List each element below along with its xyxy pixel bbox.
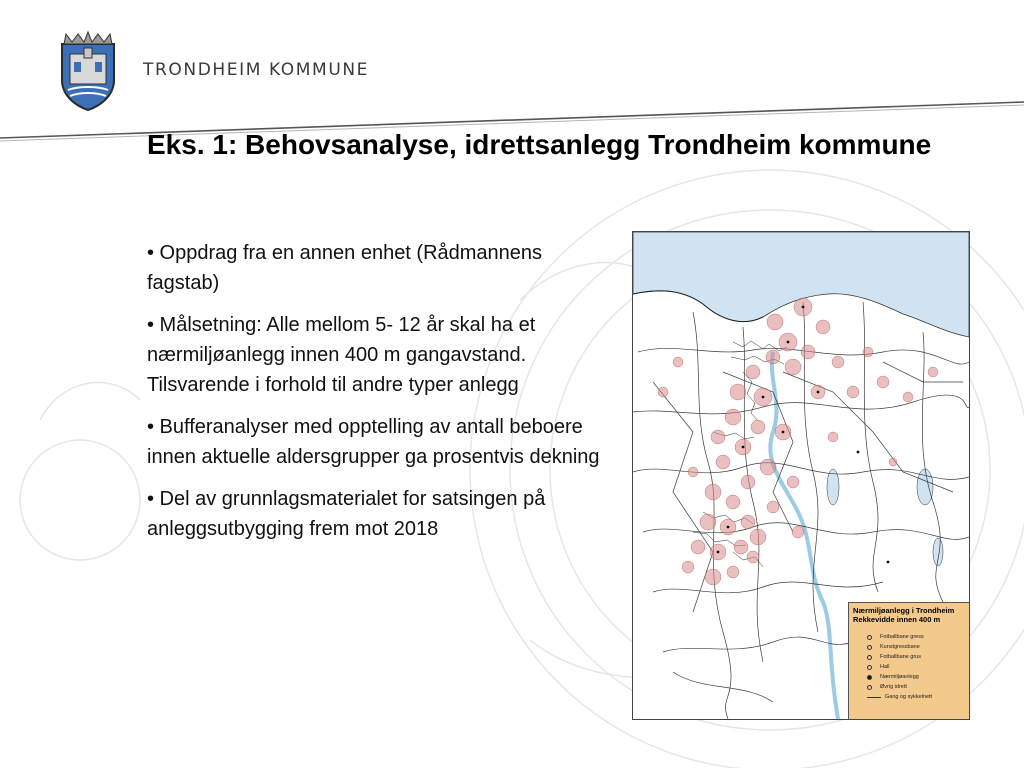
legend-label: Fotballbane grus (880, 654, 921, 660)
legend-item (867, 642, 965, 652)
legend-label: Kunstgressbane (880, 644, 920, 650)
open-circle-icon (867, 685, 872, 690)
fjord-water (633, 232, 969, 337)
legend-title: Nærmiljøanlegg i Trondheim Rekkevidde innen 400 m (853, 606, 955, 624)
lake (933, 538, 943, 566)
bullet-list (147, 238, 602, 556)
legend-item (867, 652, 965, 662)
coverage-buffers (658, 298, 938, 585)
open-circle-icon (867, 655, 872, 660)
bullet-item: • Bufferanalyser med opptelling av antall beboere innen aktuelle aldersgrupper ga prosentvis dekning (147, 416, 600, 468)
bullet-item: • Del av grunnlagsmaterialet for satsingen på anleggsutbygging frem mot 2018 (147, 488, 546, 540)
organization-name: TRONDHEIM KOMMUNE (143, 60, 370, 80)
slide-title: Eks. 1: Behovsanalyse, idrettsanlegg Trondheim kommune (147, 129, 932, 160)
legend-label: Fotballbane gress (880, 634, 924, 640)
river (770, 352, 838, 719)
open-circle-icon (867, 635, 872, 640)
legend-label: Hall (880, 664, 890, 670)
legend-item (867, 672, 965, 682)
lake (827, 469, 839, 505)
legend-item (867, 682, 965, 692)
legend-list (853, 632, 965, 702)
legend-label: Nærmiljøanlegg (880, 674, 919, 680)
bullet-item: • Målsetning: Alle mellom 5- 12 år skal ha et nærmiljøanlegg innen 400 m gangavstand. Tilsvarende i forhold til andre typer anlegg (147, 314, 536, 396)
coverage-map (632, 231, 970, 720)
filled-circle-icon (867, 675, 872, 680)
open-circle-icon (867, 645, 872, 650)
map-legend (848, 602, 969, 719)
legend-label: Øvrig idrett (880, 684, 907, 690)
legend-item (867, 692, 965, 702)
open-circle-icon (867, 665, 872, 670)
line-icon (867, 697, 881, 698)
legend-item (867, 632, 965, 642)
legend-item (867, 662, 965, 672)
bullet-item: • Oppdrag fra en annen enhet (Rådmannens fagstab) (147, 242, 543, 294)
legend-label: Gang og sykkelnett (885, 694, 933, 700)
